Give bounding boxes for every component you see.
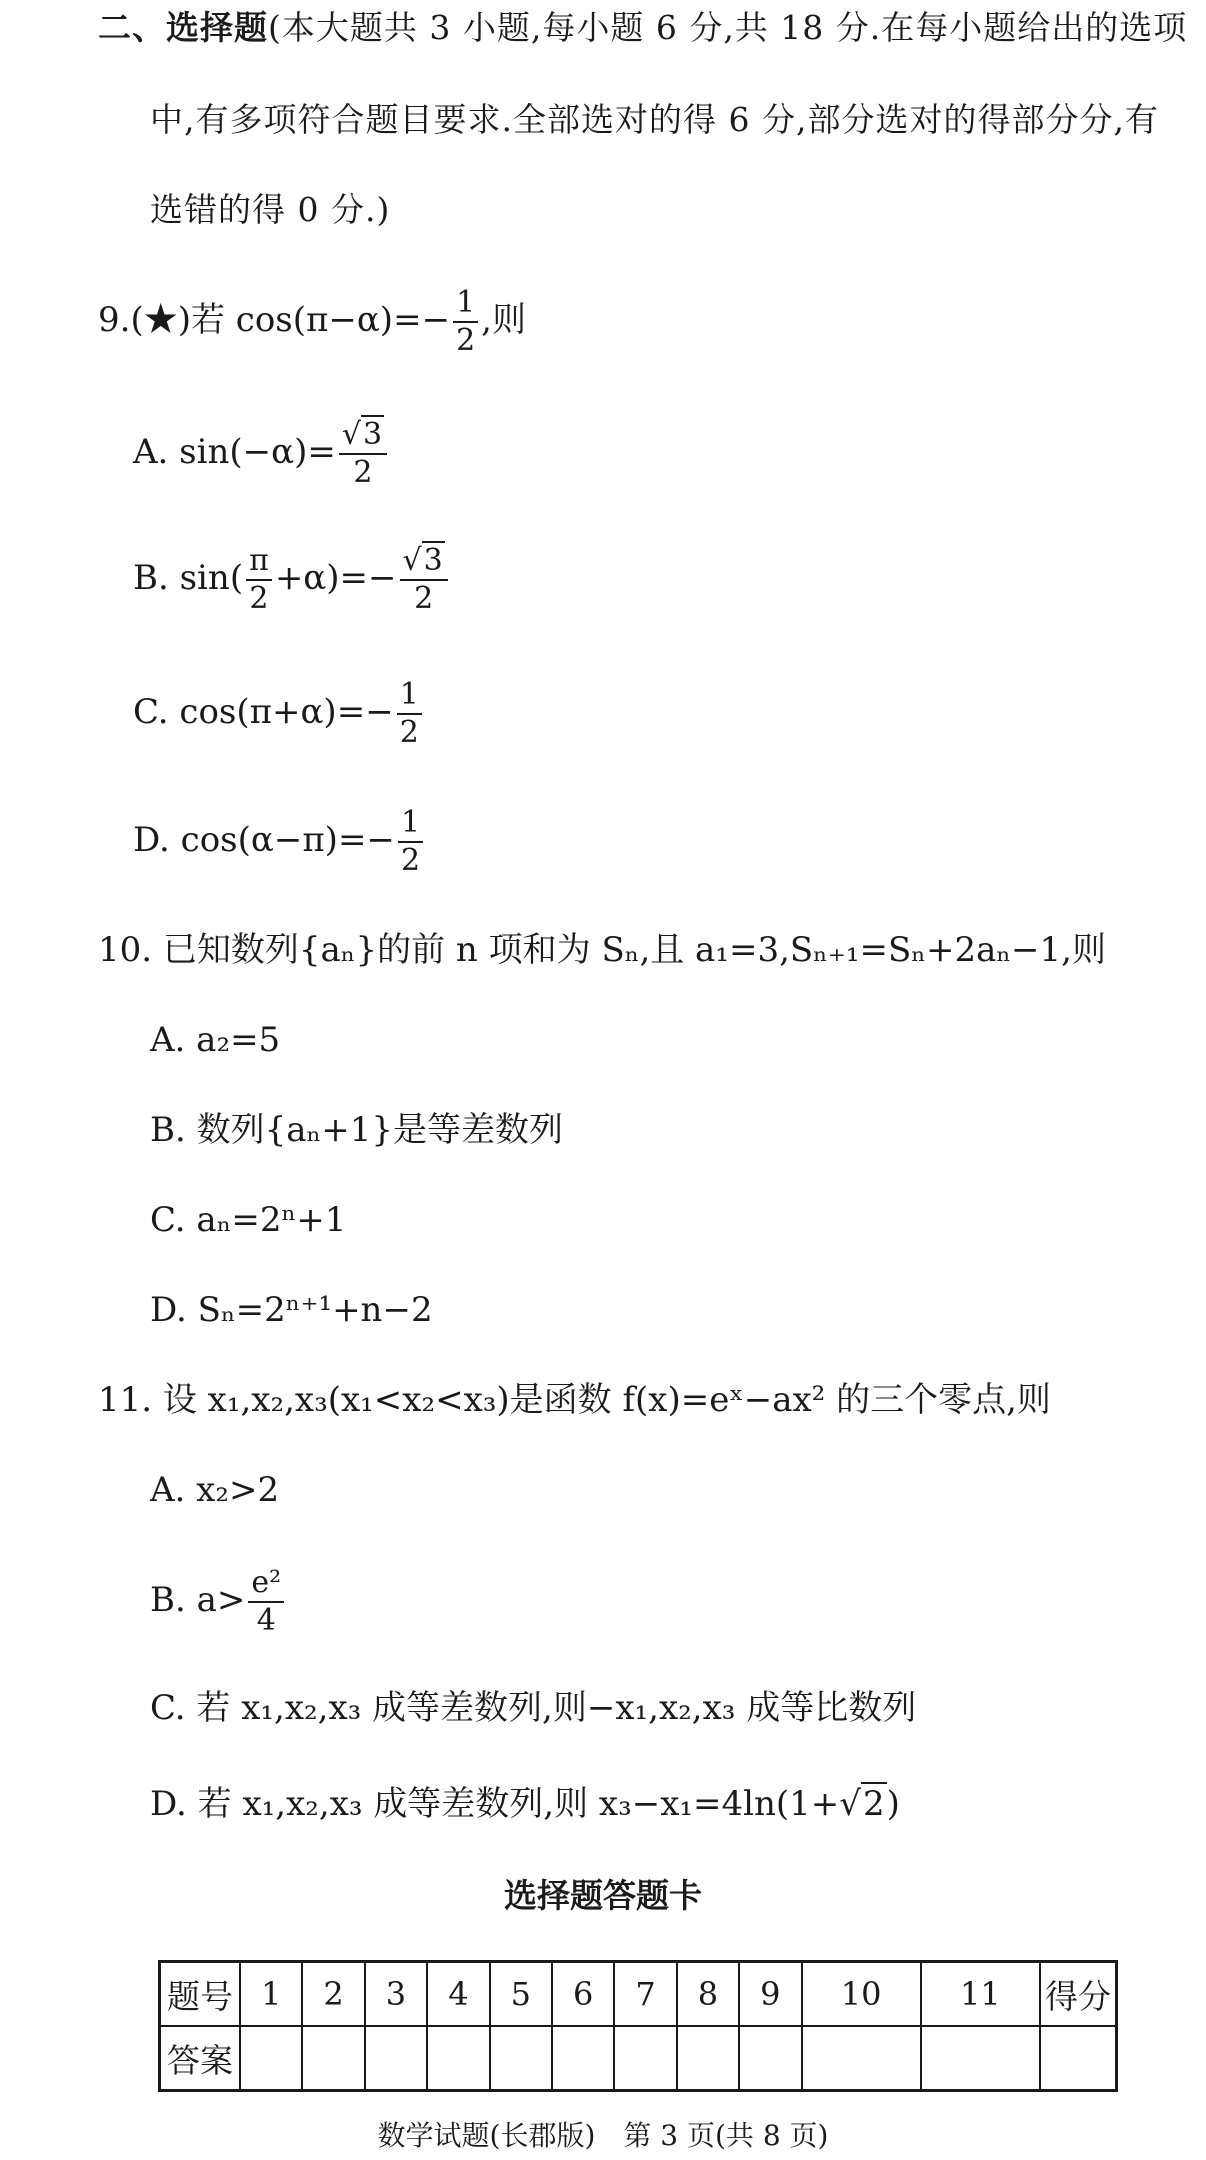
section-instructions: (本大题共 3 小题,每小题 6 分,共 18 分.在每小题给出的选项 — [268, 8, 1188, 47]
answer-cell[interactable] — [240, 2026, 302, 2091]
section-title: 二、选择题 — [98, 8, 268, 47]
question-number-cell: 4 — [427, 1962, 489, 2027]
question-number-cell: 7 — [614, 1962, 676, 2027]
question-9-option-b[interactable]: B. sin( $\frac{\pi}{2}$ +α)=− $\frac{√3}{2}$ — [133, 546, 451, 614]
question-number-cell: 6 — [552, 1962, 614, 2027]
star-icon: (★) — [130, 300, 191, 340]
question-9-option-c[interactable]: C. cos(π+α)=− $\frac{1}{2}$ — [133, 680, 425, 748]
question-11-option-a[interactable]: A. x₂>2 — [150, 1470, 280, 1510]
question-number-cell: 2 — [302, 1962, 364, 2027]
section-header-line3: 选错的得 0 分.) — [150, 190, 391, 229]
fraction: $\frac{1}{2}$ — [453, 288, 478, 356]
score-label: 得分 — [1040, 1962, 1117, 2027]
question-number-cell: 9 — [739, 1962, 801, 2027]
question-number-cell: 3 — [365, 1962, 427, 2027]
question-10-stem: 10. 已知数列{aₙ}的前 n 项和为 Sₙ,且 a₁=3,Sₙ₊₁=Sₙ+2aₙ−1,则 — [98, 930, 1106, 970]
question-11-stem: 11. 设 x₁,x₂,x₃(x₁<x₂<x₃)是函数 f(x)=eˣ−ax² 的三个零点,则 — [98, 1380, 1051, 1420]
question-number-cell: 10 — [802, 1962, 921, 2027]
question-10-option-d[interactable]: D. Sₙ=2ⁿ⁺¹+n−2 — [150, 1290, 433, 1330]
answer-cell[interactable] — [614, 2026, 676, 2091]
question-9-option-a[interactable]: A. sin(−α)= $\frac{√3}{2}$ — [133, 420, 390, 488]
answer-cell[interactable] — [490, 2026, 552, 2091]
answer-cell[interactable] — [427, 2026, 489, 2091]
score-cell[interactable] — [1040, 2026, 1117, 2091]
answer-cell[interactable] — [802, 2026, 921, 2091]
question-9-option-d[interactable]: D. cos(α−π)=− $\frac{1}{2}$ — [133, 808, 426, 876]
row-label-answer: 答案 — [160, 2026, 241, 2091]
section-header-line1 — [98, 6, 1187, 50]
stem-text: 若 cos(π−α)=− — [190, 300, 451, 340]
question-11-option-c[interactable]: C. 若 x₁,x₂,x₃ 成等差数列,则−x₁,x₂,x₃ 成等比数列 — [150, 1688, 917, 1728]
question-10-option-c[interactable]: C. aₙ=2ⁿ+1 — [150, 1200, 347, 1240]
answer-card-title: 选择题答题卡 — [504, 1876, 702, 1915]
answer-cell[interactable] — [552, 2026, 614, 2091]
answer-cell[interactable] — [921, 2026, 1040, 2091]
answer-cell[interactable] — [739, 2026, 801, 2091]
answer-cell[interactable] — [302, 2026, 364, 2091]
answer-card-table — [158, 1960, 1118, 2092]
stem-text-end: ,则 — [481, 300, 526, 340]
answer-card-number-row — [160, 1962, 1117, 2027]
answer-cell[interactable] — [677, 2026, 739, 2091]
section-header-line2: 中,有多项符合题目要求.全部选对的得 6 分,部分选对的得部分分,有 — [150, 100, 1159, 139]
question-number-cell: 1 — [240, 1962, 302, 2027]
question-10-option-b[interactable]: B. 数列{aₙ+1}是等差数列 — [150, 1110, 563, 1150]
question-11-option-b[interactable]: B. a> $\frac{\text{e²}}{4}$ — [150, 1568, 287, 1636]
question-10-option-a[interactable]: A. a₂=5 — [150, 1020, 281, 1060]
answer-card-answer-row — [160, 2026, 1117, 2091]
question-number: 9. — [98, 300, 131, 340]
question-9-stem — [98, 285, 526, 358]
answer-cell[interactable] — [365, 2026, 427, 2091]
question-11-option-d[interactable]: D. 若 x₁,x₂,x₃ 成等差数列,则 x₃−x₁=4ln(1+√2) — [150, 1784, 900, 1824]
question-number-cell: 5 — [490, 1962, 552, 2027]
question-number-cell: 8 — [677, 1962, 739, 2027]
row-label-number: 题号 — [160, 1962, 241, 2027]
question-number-cell: 11 — [921, 1962, 1040, 2027]
page-footer: 数学试题(长郡版) 第 3 页(共 8 页) — [377, 2119, 829, 2152]
